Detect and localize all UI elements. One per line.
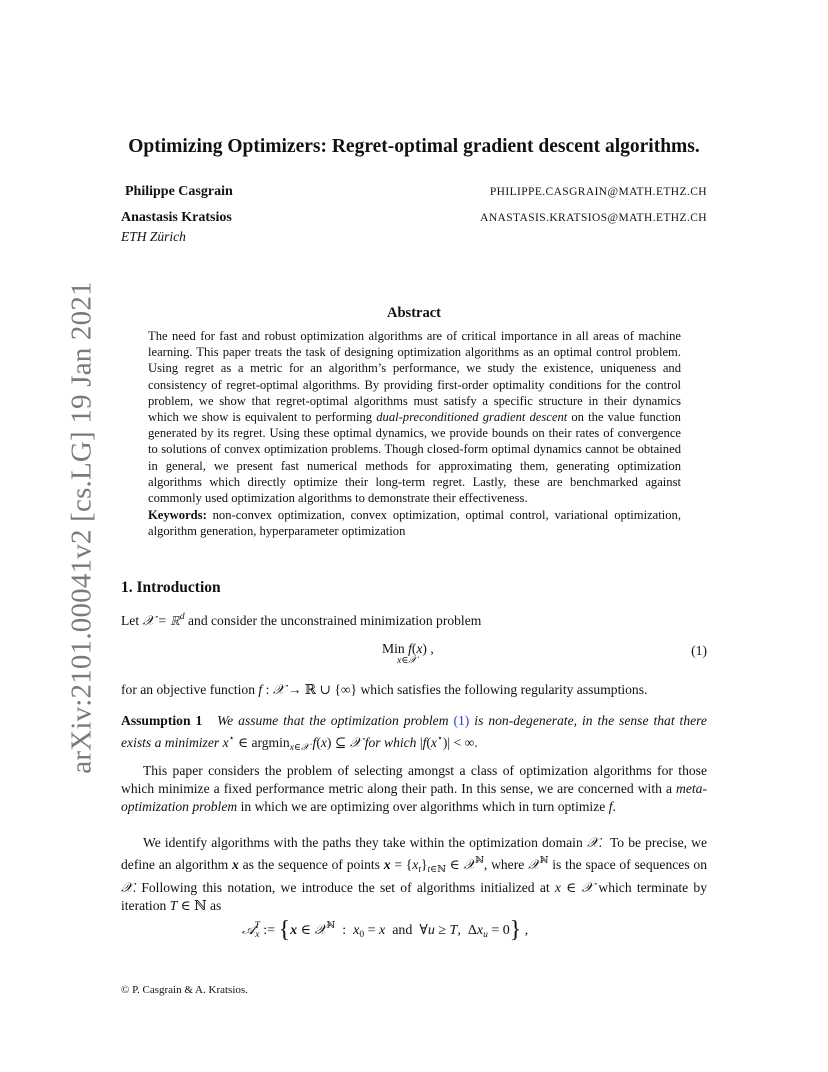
copyright-footer: © P. Casgrain & A. Kratsios. bbox=[121, 984, 248, 996]
abstract-emphasis: dual-preconditioned gradient descent bbox=[376, 410, 568, 425]
paragraph-1: This paper considers the problem of selecting amongst a class of optimization algorithms for those which minimize a fixed performance metric along their path. In this sense, we are concerned with a meta-optimization problem in which we are optimizing over algorithms which in turn optimize f. bbox=[121, 763, 707, 814]
keywords-label: Keywords: bbox=[148, 508, 207, 523]
section-heading: 1. Introduction bbox=[121, 579, 221, 596]
abstract-text-2: on the value function generated by its regret. Using these optimal dynamics, we provide bounds on their rates of convergence to solutions of convex optimization problems. Though closed-form optimal dynamics cannot be obtained in general, we present fast numerical methods for approximating them, generating optimization algorithms which directly optimize their long-term regret. Lastly, these are benchmarked against commonly used optimization algorithms to demonstrate their effectiveness. bbox=[148, 410, 681, 506]
equation-1-number: (1) bbox=[691, 643, 707, 658]
assumption-label: Assumption 1 bbox=[121, 713, 203, 728]
after-eq1-line: for an objective function f : 𝒳 → ℝ ∪ {∞} which satisfies the following regularity assumptions. bbox=[121, 682, 648, 697]
author-email-2: ANASTASIS.KRATSIOS@MATH.ETHZ.CH bbox=[480, 212, 707, 224]
paragraph-2: We identify algorithms with the paths they take within the optimization domain 𝒳. To be precise, we define an algorithm x as the sequence of points $x = \{x_t\}_{t\in ℕ}$ ∈ 𝒳$^ℕ$, where 𝒳$^ℕ$ is the space of sequences on 𝒳. Following this notation, we introduce the set of algorithms initialized at x ∈ 𝒳 which terminate by iteration T ∈ ℕ as bbox=[121, 835, 707, 913]
equation-ref-link[interactable]: (1) bbox=[453, 713, 470, 728]
equation-1: Min f(x) , x∈𝒳 bbox=[382, 641, 434, 666]
abstract-body bbox=[148, 328, 681, 540]
affiliation: ETH Zürich bbox=[121, 229, 186, 244]
meta-optimization-term: meta-optimization problem bbox=[121, 781, 707, 814]
author-name-1: Philippe Casgrain bbox=[125, 184, 233, 199]
author-email-1: PHILIPPE.CASGRAIN@MATH.ETHZ.CH bbox=[489, 186, 707, 198]
abstract-text-1: The need for fast and robust optimization algorithms are of critical importance in all areas of machine learning. This paper treats the task of designing optimization algorithms as an optimal control problem. Using regret as a metric for an algorithm’s performance, we study the existence, uniqueness and consistency of regret-optimal algorithms. By providing first-order optimality conditions for the control problem, we show that regret-optimal algorithms must satisfy a specific structure in their dynamics which we show is equivalent to performing bbox=[148, 329, 681, 425]
math-x-eq-rd: 𝒳 = ℝ$^d$ bbox=[142, 612, 185, 628]
paper-title: Optimizing Optimizers: Regret-optimal gradient descent algorithms. bbox=[128, 136, 700, 157]
abstract-heading: Abstract bbox=[387, 305, 441, 321]
arxiv-id: arXiv:2101.00041v2 [cs.LG] 19 Jan 2021 bbox=[65, 281, 98, 774]
author-name-2: Anastasis Kratsios bbox=[121, 210, 232, 225]
intro-line: Let 𝒳 = ℝ$^d$ and consider the unconstrained minimization problem bbox=[121, 612, 482, 628]
keywords-list: non-convex optimization, convex optimization, optimal control, variational optimization, algorithm generation, hyperparameter optimization bbox=[148, 508, 681, 539]
equation-algorithm-set: 𝒜$_x^T$ := {x ∈ 𝒳$^ℕ$ : $x_0 = x$ and ∀u ≥ T, $\Delta x_u = 0$} , bbox=[242, 917, 529, 943]
assumption-1: Assumption 1 We assume that the optimization problem (1) is non-degenerate, in the sense that there exists a minimizer x⋆ ∈ argmin$_{x\in 𝒳}$ f(x) ⊆ 𝒳 for which |f(x⋆)| < ∞. bbox=[121, 713, 707, 753]
math-objective: f bbox=[258, 682, 263, 697]
